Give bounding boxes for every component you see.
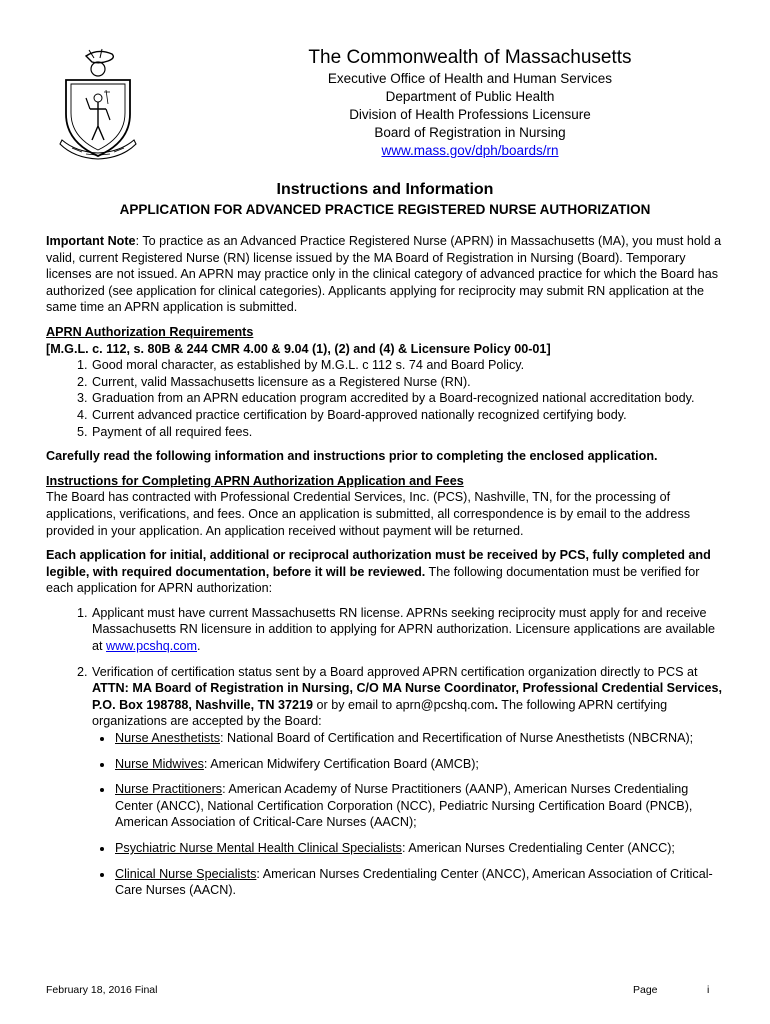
org-detail: : American Nurses Credentialing Center (ANCC), American Association of Critical-Care Nurses (AACN).: [115, 866, 713, 898]
board-name: Board of Registration in Nursing: [374, 125, 566, 140]
footer-date: February 18, 2016 Final: [46, 984, 158, 996]
step-2-dot: .: [494, 697, 498, 712]
document-body: [46, 233, 722, 908]
requirements-list: [46, 357, 722, 440]
org-item: [114, 756, 722, 773]
requirement-item: 5. Payment of all required fees.: [91, 424, 722, 441]
important-note: [46, 233, 722, 316]
org-item: [114, 840, 722, 857]
application-requirements-text: The following documentation must be verified for each application for APRN authorization:: [46, 564, 700, 596]
org-detail: : American Academy of Nurse Practitioners (AANP), American Nurses Credentialing Center (ANCC), National Certification Corporation (NCC), Pediatric Nursing Certification Board (PNCB), American Association of Critical-Care Nurses (AACN);: [115, 782, 693, 830]
important-note-label: Important Note: [46, 234, 136, 248]
department-name: Department of Public Health: [385, 89, 555, 104]
instructions-text: The Board has contracted with Professional Credential Services, Inc. (PCS), Nashville, TN, for the processing of applications, verifications, and fees. Once an application is submitted, all correspondence is by email to the address provided in your application. An application received without payment will be returned.: [46, 490, 691, 538]
requirements-heading: APRN Authorization Requirements: [46, 324, 254, 339]
massachusetts-seal-icon: [56, 46, 140, 160]
application-requirements: [46, 547, 722, 597]
pcs-mailing-address: ATTN: MA Board of Registration in Nursing, C/O MA Nurse Coordinator, Professional Credential Services, P.O. Box 198788, Nashville, TN 37219: [92, 681, 723, 712]
step-2-orgs-intro: The following APRN certifying organizations are accepted by the Board:: [92, 697, 668, 729]
letterhead: [250, 46, 690, 160]
step-2-email: or by email to aprn@pcshq.com: [313, 697, 495, 712]
org-category: Nurse Midwives: [115, 756, 204, 771]
org-detail: : National Board of Certification and Recertification of Nurse Anesthetists (NBCRNA);: [220, 731, 694, 746]
org-category: Nurse Anesthetists: [115, 731, 220, 746]
org-item: [114, 781, 722, 831]
org-detail: : American Nurses Credentialing Center (ANCC);: [401, 841, 675, 855]
division-name: Division of Health Professions Licensure: [349, 107, 591, 122]
requirement-item: 1. Good moral character, as established by M.G.L. c 112 s. 74 and Board Policy.: [91, 357, 722, 374]
pcshq-link[interactable]: www.pcshq.com: [106, 639, 198, 654]
requirement-item: 3. Graduation from an APRN education program accredited by a Board-recognized national accreditation body.: [91, 390, 722, 407]
important-note-text: : To practice as an Advanced Practice Registered Nurse (APRN) in Massachusetts (MA), you must hold a valid, current Registered Nurse (RN) license issued by the MA Board of Registration in Nursing (Board). Temporary licenses are not issued. An APRN may practice only in the clinical category of advanced practice for which the Board has authorized (see application for clinical categories). Applicants applying for reciprocity may submit RN application at the same time an APRN application is submitted.: [46, 234, 722, 315]
org-category: Clinical Nurse Specialists: [115, 866, 257, 881]
org-category: Nurse Practitioners: [115, 782, 223, 797]
board-website-link[interactable]: www.mass.gov/dph/boards/rn: [381, 143, 559, 158]
office-name: Executive Office of Health and Human Services: [327, 71, 613, 86]
org-detail: : American Midwifery Certification Board (AMCB);: [203, 756, 479, 771]
step-rn-license: [91, 605, 722, 655]
footer-page-label: Page: [633, 984, 658, 996]
org-item: [114, 730, 722, 747]
org-item: [114, 866, 722, 899]
footer-page-number: i: [707, 984, 710, 996]
commonwealth-title: The Commonwealth of Massachusetts: [308, 47, 632, 68]
documentation-steps: [46, 605, 722, 899]
step-certification-verification: [91, 664, 722, 899]
careful-read-notice: Carefully read the following information and instructions prior to completing the enclosed application.: [46, 449, 658, 464]
application-requirements-bold: Each application for initial, additional or reciprocal authorization must be received by PCS, fully completed and legible, with required documentation, before it will be reviewed.: [46, 548, 711, 579]
requirements-citation: [M.G.L. c. 112, s. 80B & 244 CMR 4.00 & 9.04 (1), (2) and (4) & Licensure Policy 00-01]: [46, 341, 551, 356]
certifying-organizations-list: [92, 730, 722, 899]
document-subtitle: APPLICATION FOR ADVANCED PRACTICE REGISTERED NURSE AUTHORIZATION: [119, 202, 651, 217]
requirement-item: 4. Current advanced practice certification by Board-approved nationally recognized certifying body.: [91, 407, 722, 424]
step-1-text: Applicant must have current Massachusetts RN license. APRNs seeking reciprocity must apply for and receive Massachusetts RN licensure in addition to applying for APRN authorization. Licensure applications are available at: [92, 605, 716, 654]
step-1-end: .: [197, 639, 201, 654]
requirement-item: 2. Current, valid Massachusetts licensure as a Registered Nurse (RN).: [91, 374, 722, 391]
step-2-text: Verification of certification status sent by a Board approved APRN certification organization directly to PCS at: [92, 664, 698, 679]
document-title: Instructions and Information: [276, 181, 494, 198]
instructions-heading: Instructions for Completing APRN Authorization Application and Fees: [46, 473, 464, 488]
org-category: Psychiatric Nurse Mental Health Clinical Specialists: [115, 841, 402, 855]
